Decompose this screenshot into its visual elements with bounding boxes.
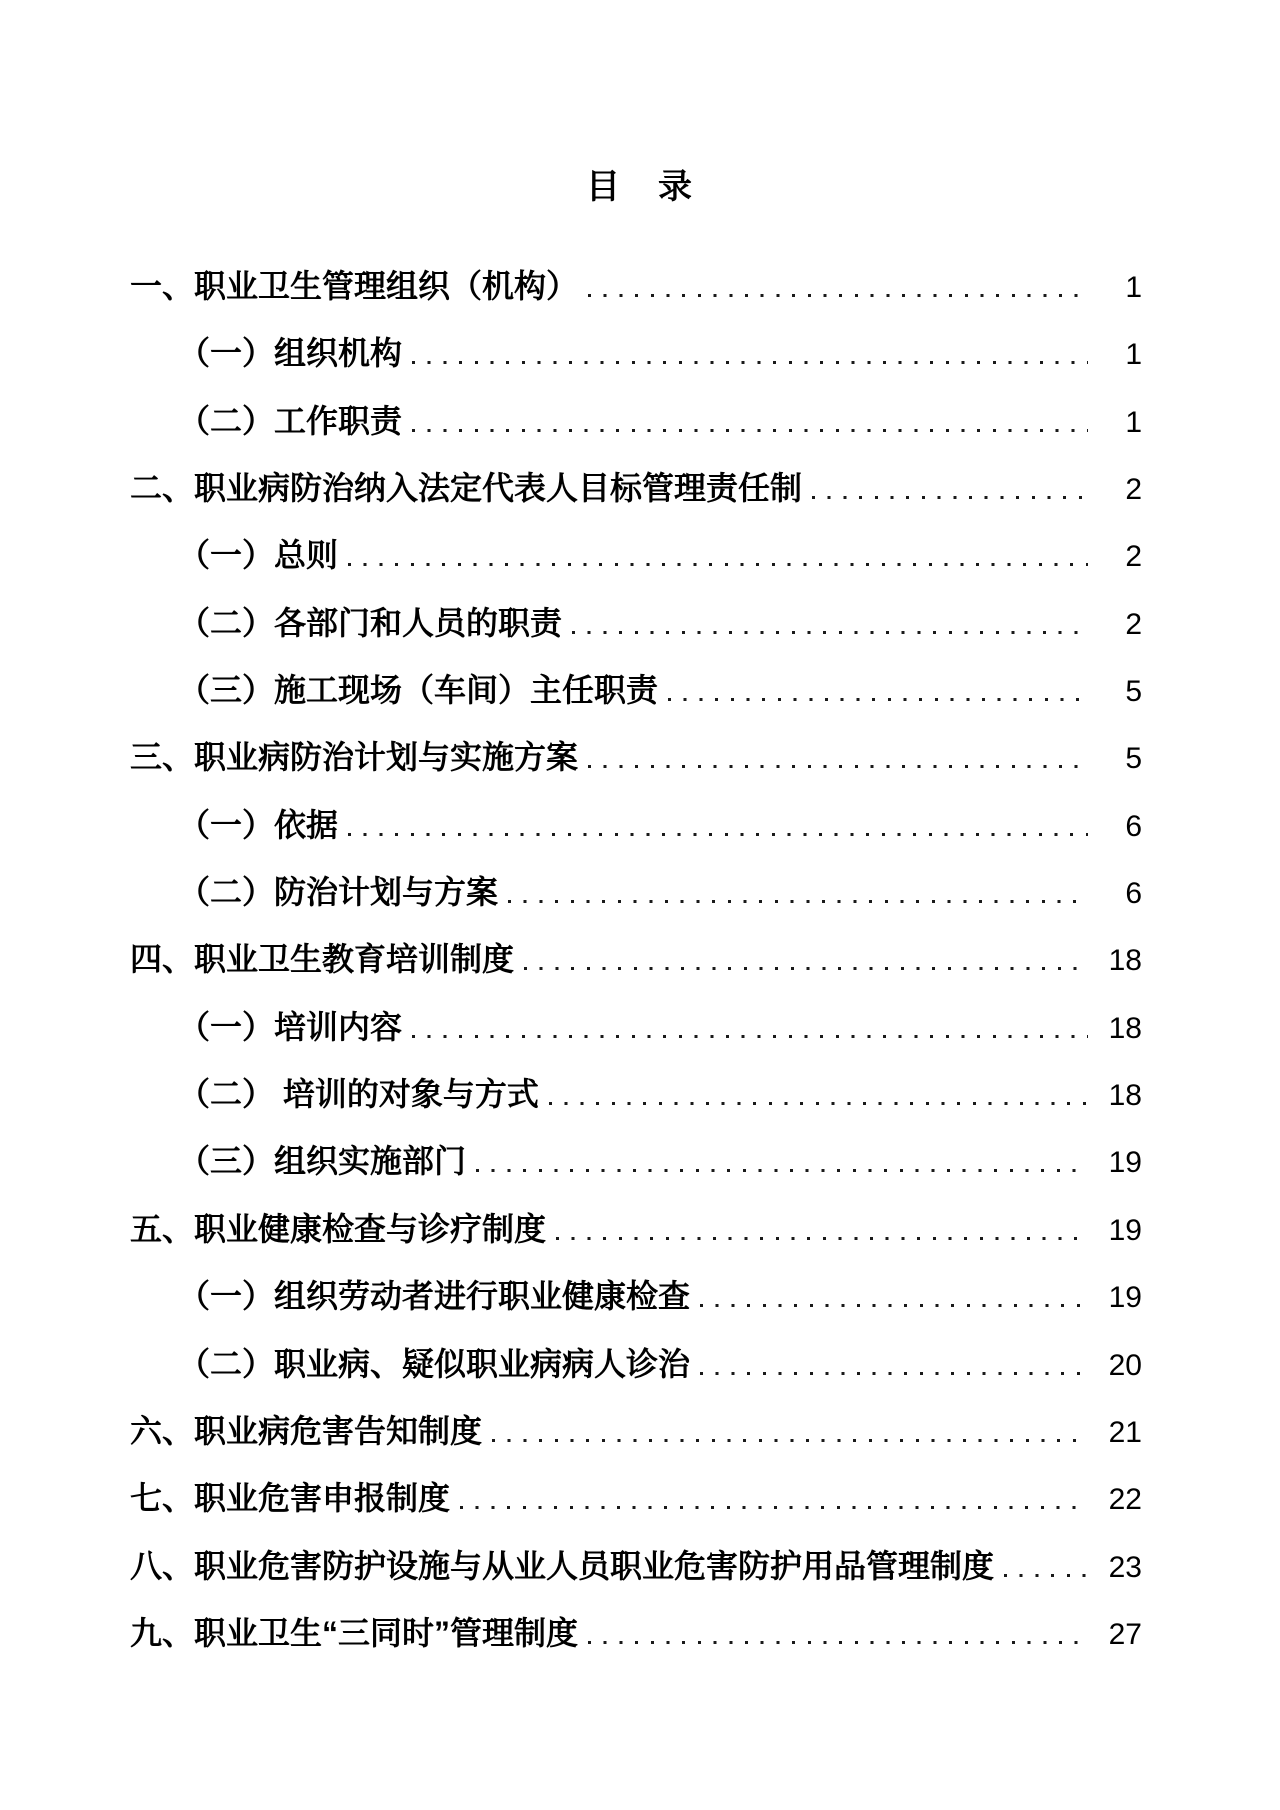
- toc-entry: [130, 1600, 1142, 1667]
- toc-dot-leader: [572, 631, 1088, 634]
- toc-entry: [130, 522, 1142, 589]
- toc-dot-leader: [588, 1641, 1088, 1644]
- toc-entry: [130, 388, 1142, 455]
- toc-entry-label: 四、职业卫生教育培训制度: [130, 941, 515, 978]
- toc-dot-leader: [668, 698, 1088, 701]
- toc-entry-page: 20: [1108, 1348, 1142, 1382]
- toc-dot-leader: [588, 765, 1088, 768]
- toc-entry: [130, 590, 1142, 657]
- toc-dot-leader: [460, 1506, 1088, 1509]
- toc-entry-label: 六、职业病危害告知制度: [130, 1412, 483, 1449]
- toc-dot-leader: [412, 429, 1088, 432]
- toc-entry-page: 5: [1125, 742, 1142, 776]
- toc-entry-label: 一、职业卫生管理组织（机构）: [130, 268, 579, 304]
- toc-entry-label: 五、职业健康检查与诊疗制度: [130, 1210, 547, 1247]
- toc-entry-label: （一）组织机构: [178, 335, 403, 372]
- toc-entry-page: 21: [1108, 1415, 1142, 1449]
- toc-entry-page: 18: [1108, 944, 1142, 978]
- toc-entry: [130, 1533, 1142, 1600]
- toc-entry: [130, 657, 1142, 724]
- toc-entry-label: （二） 培训的对象与方式: [178, 1076, 539, 1113]
- toc-entry-label: （二）防治计划与方案: [178, 874, 499, 911]
- toc-dot-leader: [476, 1169, 1088, 1172]
- toc-entry-page: 27: [1108, 1617, 1142, 1651]
- toc-entry-label: （一）组织劳动者进行职业健康检查: [178, 1278, 691, 1315]
- toc-entry-label: （二）各部门和人员的职责: [178, 604, 563, 641]
- toc-entry-label: （一）培训内容: [178, 1008, 403, 1045]
- toc-entry: [130, 253, 1142, 320]
- toc-dot-leader: [1004, 1574, 1088, 1577]
- toc-entry-page: 6: [1125, 877, 1142, 911]
- toc-entry: [130, 1061, 1142, 1128]
- toc-entry: [130, 994, 1142, 1061]
- toc-entry-page: 22: [1108, 1483, 1142, 1517]
- toc-entry: [130, 926, 1142, 993]
- toc-entry: [130, 320, 1142, 387]
- toc-entry-label: （二）职业病、疑似职业病病人诊治: [178, 1345, 691, 1382]
- toc-entry-page: 19: [1108, 1213, 1142, 1247]
- toc-entry-page: 18: [1108, 1011, 1142, 1045]
- toc-entry: [130, 1196, 1142, 1263]
- toc-list: [130, 253, 1142, 1667]
- toc-entry-label: （三）组织实施部门: [178, 1143, 467, 1180]
- toc-entry-label: 三、职业病防治计划与实施方案: [130, 739, 579, 776]
- toc-entry: [130, 859, 1142, 926]
- toc-entry: [130, 1128, 1142, 1195]
- toc-dot-leader: [508, 900, 1088, 903]
- toc-entry-page: 18: [1108, 1079, 1142, 1113]
- toc-entry-label: （一）依据: [178, 806, 339, 843]
- toc-dot-leader: [549, 1102, 1088, 1105]
- toc-entry-page: 5: [1125, 675, 1142, 709]
- toc-dot-leader: [524, 967, 1088, 970]
- toc-entry-page: 19: [1108, 1146, 1142, 1180]
- toc-entry-page: 23: [1108, 1550, 1142, 1584]
- toc-entry-label: 九、职业卫生“三同时”管理制度: [130, 1614, 579, 1651]
- toc-entry-page: 19: [1108, 1281, 1142, 1315]
- toc-entry-page: 2: [1125, 473, 1142, 507]
- toc-entry-label: 八、职业危害防护设施与从业人员职业危害防护用品管理制度: [130, 1547, 995, 1584]
- toc-dot-leader: [588, 294, 1088, 297]
- toc-entry-label: （二）工作职责: [178, 402, 403, 439]
- toc-entry: [130, 1398, 1142, 1465]
- toc-entry: [130, 1263, 1142, 1330]
- toc-entry-label: （一）总则: [178, 537, 339, 574]
- page-title: 目 录: [586, 169, 694, 206]
- toc-dot-leader: [700, 1372, 1088, 1375]
- toc-dot-leader: [348, 833, 1088, 836]
- toc-entry-page: 1: [1125, 405, 1142, 439]
- toc-entry: [130, 1331, 1142, 1398]
- toc-entry: [130, 1465, 1142, 1532]
- toc-entry-label: 七、职业危害申报制度: [130, 1480, 451, 1517]
- toc-dot-leader: [812, 496, 1088, 499]
- toc-dot-leader: [412, 361, 1088, 364]
- toc-entry: [130, 724, 1142, 791]
- toc-entry-page: 6: [1125, 809, 1142, 843]
- toc-entry-page: 1: [1125, 338, 1142, 372]
- toc-entry-page: 1: [1125, 271, 1142, 304]
- toc-dot-leader: [556, 1237, 1088, 1240]
- toc-entry: [130, 455, 1142, 522]
- toc-dot-leader: [700, 1304, 1088, 1307]
- toc-dot-leader: [492, 1439, 1088, 1442]
- toc-entry-label: 二、职业病防治纳入法定代表人目标管理责任制: [130, 470, 803, 507]
- toc-dot-leader: [348, 563, 1088, 566]
- toc-entry: [130, 792, 1142, 859]
- toc-dot-leader: [412, 1035, 1088, 1038]
- toc-entry-label: （三）施工现场（车间）主任职责: [178, 672, 659, 709]
- toc-entry-page: 2: [1125, 607, 1142, 641]
- toc-entry-page: 2: [1125, 540, 1142, 574]
